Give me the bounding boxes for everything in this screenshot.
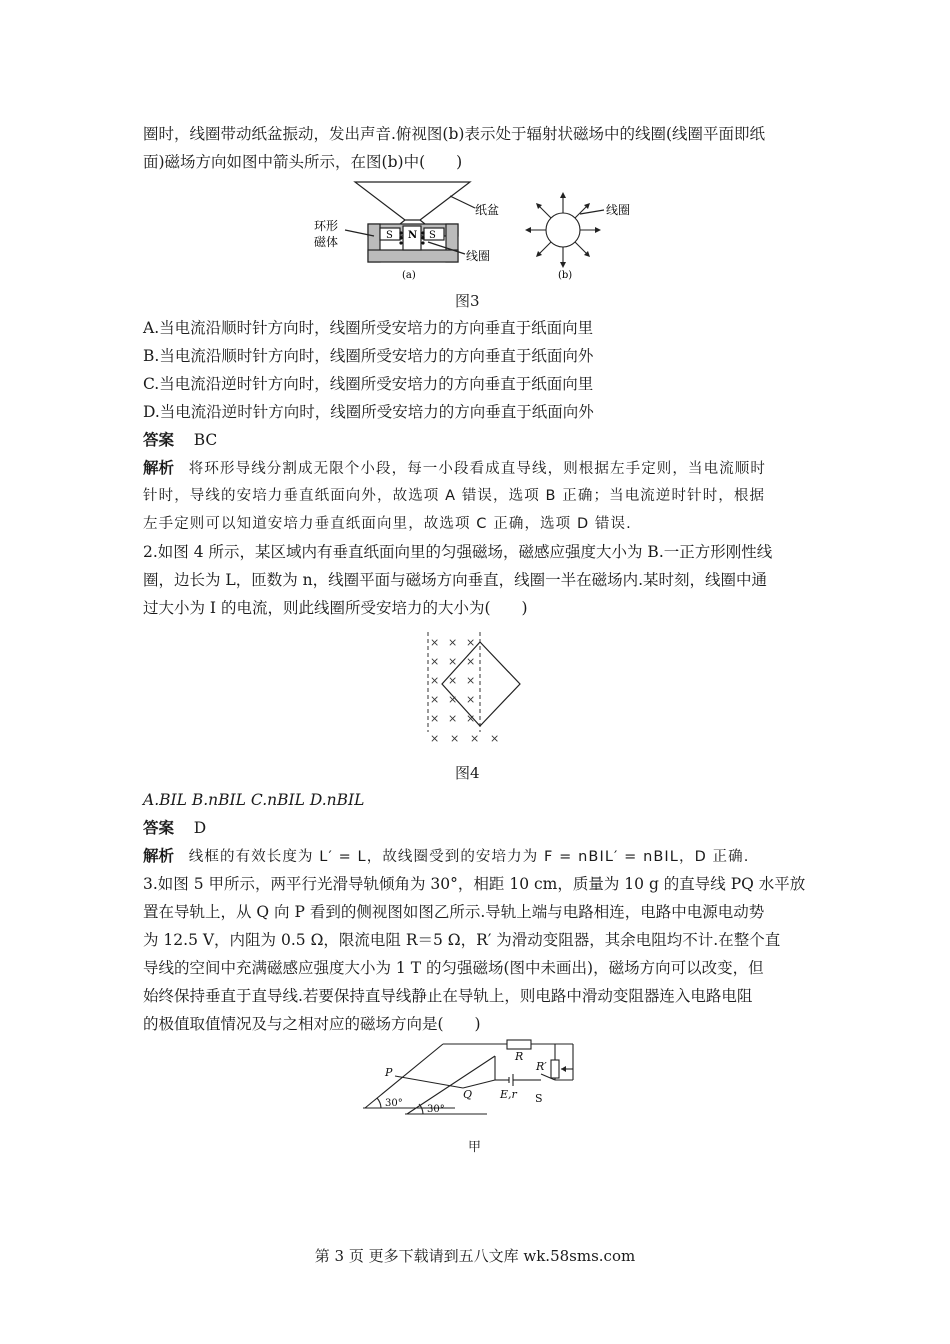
figure-4-square-coil xyxy=(420,628,532,750)
q1-stem-line-2: 面)磁场方向如图中箭头所示，在图(b)中( ) xyxy=(143,153,463,171)
q3-stem-line-5: 始终保持垂直于直导线.若要保持直导线静止在导轨上，则电路中滑动变阻器连入电路电阻 xyxy=(143,987,753,1005)
sub-label-a: (a) xyxy=(402,270,416,281)
analysis-label: 解析 xyxy=(143,458,175,477)
q1-analysis-line-3: 左手定则可以知道安培力垂直纸面向里，故选项 C 正确，选项 D 错误. xyxy=(143,516,632,532)
q3-stem-line-4: 导线的空间中充满磁感应强度大小为 1 T 的匀强磁场(图中未画出)，磁场方向可以改变，但 xyxy=(143,959,764,977)
q1-analysis-line-1: 解析 将环形导线分割成无限个小段，每一小段看成直导线，则根据左手定则，当电流顺时 xyxy=(143,458,766,477)
label-r-prime: R′ xyxy=(536,1060,547,1073)
svg-text:×: × xyxy=(466,674,476,687)
figure-3-speaker-diagram xyxy=(300,178,660,286)
svg-text:×: × xyxy=(448,636,458,649)
magnetic-field-crosses xyxy=(430,636,499,745)
svg-text:×: × xyxy=(470,732,480,745)
q2-options: A.BIL B.nBIL C.nBIL D.nBIL xyxy=(143,791,365,809)
q2-stem-line-1: 2.如图 4 所示，某区域内有垂直纸面向里的匀强磁场，磁感应强度大小为 B.一正方形刚性线 xyxy=(143,543,773,561)
svg-text:×: × xyxy=(430,712,440,725)
label-r: R xyxy=(515,1050,524,1063)
svg-text:×: × xyxy=(448,674,458,687)
svg-text:×: × xyxy=(430,655,440,668)
label-q: Q xyxy=(463,1088,473,1101)
label-n: N xyxy=(408,230,418,241)
svg-text:×: × xyxy=(430,732,440,745)
q2-stem-line-3: 过大小为 I 的电流，则此线圈所受安培力的大小为( ) xyxy=(143,599,528,617)
svg-text:×: × xyxy=(466,712,476,725)
label-ring-magnet-1: 环形 xyxy=(314,219,339,233)
angle-label-2: 30° xyxy=(427,1104,445,1115)
svg-text:×: × xyxy=(450,732,460,745)
svg-text:×: × xyxy=(448,693,458,706)
label-coil-a: 线圈 xyxy=(466,249,491,263)
q3-stem-line-3: 为 12.5 V，内阻为 0.5 Ω，限流电阻 R＝5 Ω，R′ 为滑动变阻器，其余电阻均不计.在整个直 xyxy=(143,931,781,949)
sub-label-b: (b) xyxy=(558,270,573,281)
q2-analysis-row: 解析 线框的有效长度为 L′ = L，故线圈受到的安培力为 F = nBIL′ = nBIL，D 正确. xyxy=(143,846,750,865)
svg-text:×: × xyxy=(490,732,500,745)
answer-value: BC xyxy=(193,431,218,449)
q3-stem-line-2: 置在导轨上，从 Q 向 P 看到的侧视图如图乙所示.导轨上端与电路相连，电路中电源电动势 xyxy=(143,903,765,921)
q3-stem-line-1: 3.如图 5 甲所示，两平行光滑导轨倾角为 30°，相距 10 cm，质量为 10 g 的直导线 PQ 水平放 xyxy=(143,875,806,893)
svg-text:×: × xyxy=(466,636,476,649)
q1-analysis-line-2: 针时，导线的安培力垂直纸面向外，故选项 A 错误，选项 B 正确；当电流逆时针时，根据 xyxy=(143,488,766,504)
svg-text:×: × xyxy=(430,693,440,706)
label-source: E,r xyxy=(500,1088,517,1101)
angle-label-1: 30° xyxy=(385,1098,403,1109)
figure-4-caption: 图4 xyxy=(455,764,480,782)
svg-text:×: × xyxy=(430,674,440,687)
svg-text:×: × xyxy=(466,655,476,668)
q3-stem-line-6: 的极值取值情况及与之相对应的磁场方向是( ) xyxy=(143,1015,481,1033)
label-s-right: S xyxy=(429,230,436,241)
figure-3-caption: 图3 xyxy=(455,292,480,310)
figure-5-rails-circuit xyxy=(355,1036,590,1118)
q1-option-b: B.当电流沿顺时针方向时，线圈所受安培力的方向垂直于纸面向外 xyxy=(143,347,594,365)
q2-answer-row: 答案 D xyxy=(143,818,207,837)
label-p: P xyxy=(385,1066,393,1079)
label-s-left: S xyxy=(386,230,393,241)
q1-option-c: C.当电流沿逆时针方向时，线圈所受安培力的方向垂直于纸面向里 xyxy=(143,375,594,393)
q1-answer-row xyxy=(143,430,217,450)
svg-text:×: × xyxy=(430,636,440,649)
page-footer: 第 3 页 更多下载请到五八文库 wk.58sms.com xyxy=(314,1247,636,1265)
answer-label: 答案 xyxy=(143,430,175,449)
svg-text:×: × xyxy=(448,712,458,725)
svg-text:×: × xyxy=(448,655,458,668)
label-coil-b: 线圈 xyxy=(606,203,631,217)
svg-text:×: × xyxy=(466,693,476,706)
q1-option-d: D.当电流沿逆时针方向时，线圈所受安培力的方向垂直于纸面向外 xyxy=(143,403,594,421)
q2-stem-line-2: 圈，边长为 L，匝数为 n，线圈平面与磁场方向垂直，线圈一半在磁场内.某时刻，线圈中通 xyxy=(143,571,768,589)
label-switch: S xyxy=(535,1092,543,1105)
q1-stem-line-1: 圈时，线圈带动纸盆振动，发出声音.俯视图(b)表示处于辐射状磁场中的线圈(线圈平面即纸 xyxy=(143,125,765,143)
label-paper-cone: 纸盆 xyxy=(475,203,500,217)
q1-option-a: A.当电流沿顺时针方向时，线圈所受安培力的方向垂直于纸面向里 xyxy=(143,319,594,337)
figure-5-caption: 甲 xyxy=(468,1140,482,1155)
label-ring-magnet-2: 磁体 xyxy=(314,235,339,249)
